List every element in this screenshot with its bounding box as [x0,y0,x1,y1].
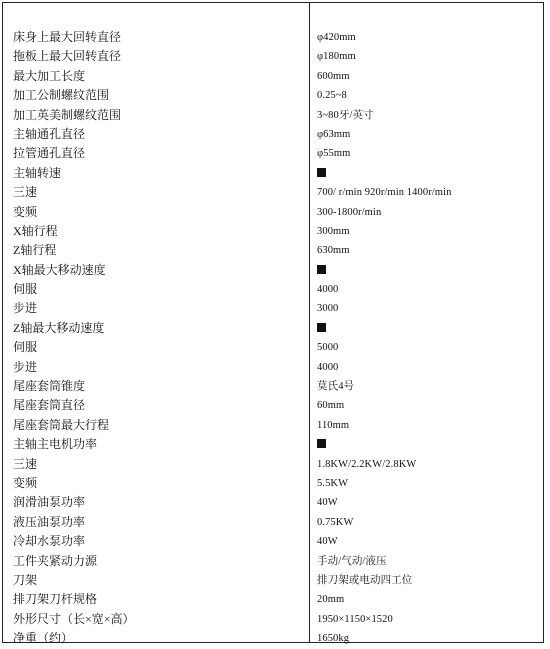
black-square-icon [317,439,326,448]
spec-label: 伺服 [13,282,38,297]
spec-label: 变频 [13,204,38,219]
black-square-icon [317,323,326,332]
spec-value [317,435,326,454]
table-row [3,590,543,609]
spec-label: 拉管通孔直径 [13,146,86,161]
spec-label: 主轴主电机功率 [13,437,98,452]
spec-value: 手动/气动/液压 [317,555,387,567]
table-row [3,416,543,435]
spec-label: 润滑油泵功率 [13,495,86,510]
spec-value: 0.25~8 [317,90,347,102]
table-row [3,513,543,532]
spec-value: 300-1800r/min [317,206,382,218]
spec-value [317,261,326,280]
spec-value: φ55mm [317,148,351,160]
spec-label: 尾座套筒最大行程 [13,417,110,432]
spec-label: Z轴最大移动速度 [13,320,105,335]
spec-label: 尾座套筒锥度 [13,379,86,394]
spec-value: 1650kg [317,633,350,645]
spec-value: 1950×1150×1520 [317,613,393,625]
spec-value: 300mm [317,225,350,237]
spec-value [317,319,326,338]
spec-value: 60mm [317,400,345,412]
spec-value: 40W [317,536,338,548]
spec-label: 床身上最大回转直径 [13,30,122,44]
table-row [3,144,543,163]
black-square-icon [317,168,326,177]
spec-label: 主轴转速 [13,165,62,180]
spec-label: 主轴通孔直径 [13,126,86,141]
spec-value: 0.75KW [317,516,354,528]
table-row [3,67,543,86]
spec-label: 伺服 [13,340,38,355]
table-row [3,299,543,318]
table-row [3,241,543,260]
spec-label: 步进 [13,359,38,374]
table-row [3,532,543,551]
table-row [3,358,543,377]
table-row [3,125,543,144]
spec-label: 三速 [13,456,38,471]
table-row [3,455,543,474]
spec-value: 1.8KW/2.2KW/2.8KW [317,458,417,470]
table-header-row [3,3,543,28]
spec-value: 3~80牙/英寸 [317,109,374,121]
spec-value: 40W [317,497,338,509]
spec-value: 110mm [317,419,350,431]
table-row [3,474,543,493]
spec-label: 刀架 [13,572,38,587]
spec-value: 600mm [317,70,350,82]
table-body [3,28,543,646]
table-row [3,222,543,241]
spec-label: 尾座套筒直径 [13,398,86,413]
table-row [3,47,543,66]
spec-label: 步进 [13,301,38,316]
table-row [3,435,543,454]
spec-value: φ420mm [317,32,356,43]
spec-value: 3000 [317,303,339,315]
table-row [3,610,543,629]
spec-label: 加工英美制螺纹范围 [13,107,122,122]
spec-label: 净重（约） [13,631,74,646]
spec-label: 工件夹紧动力源 [13,553,98,568]
table-row [3,571,543,590]
table-row [3,377,543,396]
spec-table [2,2,544,646]
spec-label: 加工公制螺纹范围 [13,88,110,103]
table-row [3,28,543,47]
table-row [3,203,543,222]
spec-value: φ63mm [317,128,351,140]
table-row [3,183,543,202]
spec-value: φ180mm [317,51,356,63]
table-row [3,552,543,571]
table-row [3,338,543,357]
table-row [3,86,543,105]
spec-label: 冷却水泵功率 [13,534,86,549]
spec-value: 排刀架或电动四工位 [317,574,413,586]
spec-label: 外形尺寸（长×宽×高） [13,611,135,626]
spec-label: 拖板上最大回转直径 [13,49,122,64]
spec-value: 630mm [317,245,350,257]
spec-value: 4000 [317,284,339,296]
spec-label: 排刀架刀杆规格 [13,592,98,607]
spec-value: 5.5KW [317,477,349,489]
table-row [3,396,543,415]
spec-value: 4000 [317,361,339,373]
table-row [3,164,543,183]
table-row [3,261,543,280]
spec-label: 变频 [13,475,38,490]
spec-label: 三速 [13,185,38,200]
spec-label: 液压油泵功率 [13,514,86,529]
table-row [3,319,543,338]
spec-value: 莫氏4号 [317,381,355,393]
table-row [3,106,543,125]
spec-label: 最大加工长度 [13,68,86,83]
table-row [3,493,543,512]
table-row [3,280,543,299]
spec-value [317,164,326,183]
table-row [3,629,543,648]
spec-value: 700/ r/min 920r/min 1400r/min [317,187,452,199]
spec-label: Z轴行程 [13,243,57,258]
spec-label: X轴行程 [13,223,58,238]
spec-label: X轴最大移动速度 [13,262,106,277]
black-square-icon [317,265,326,274]
spec-value: 20mm [317,594,345,606]
spec-value: 5000 [317,342,339,354]
